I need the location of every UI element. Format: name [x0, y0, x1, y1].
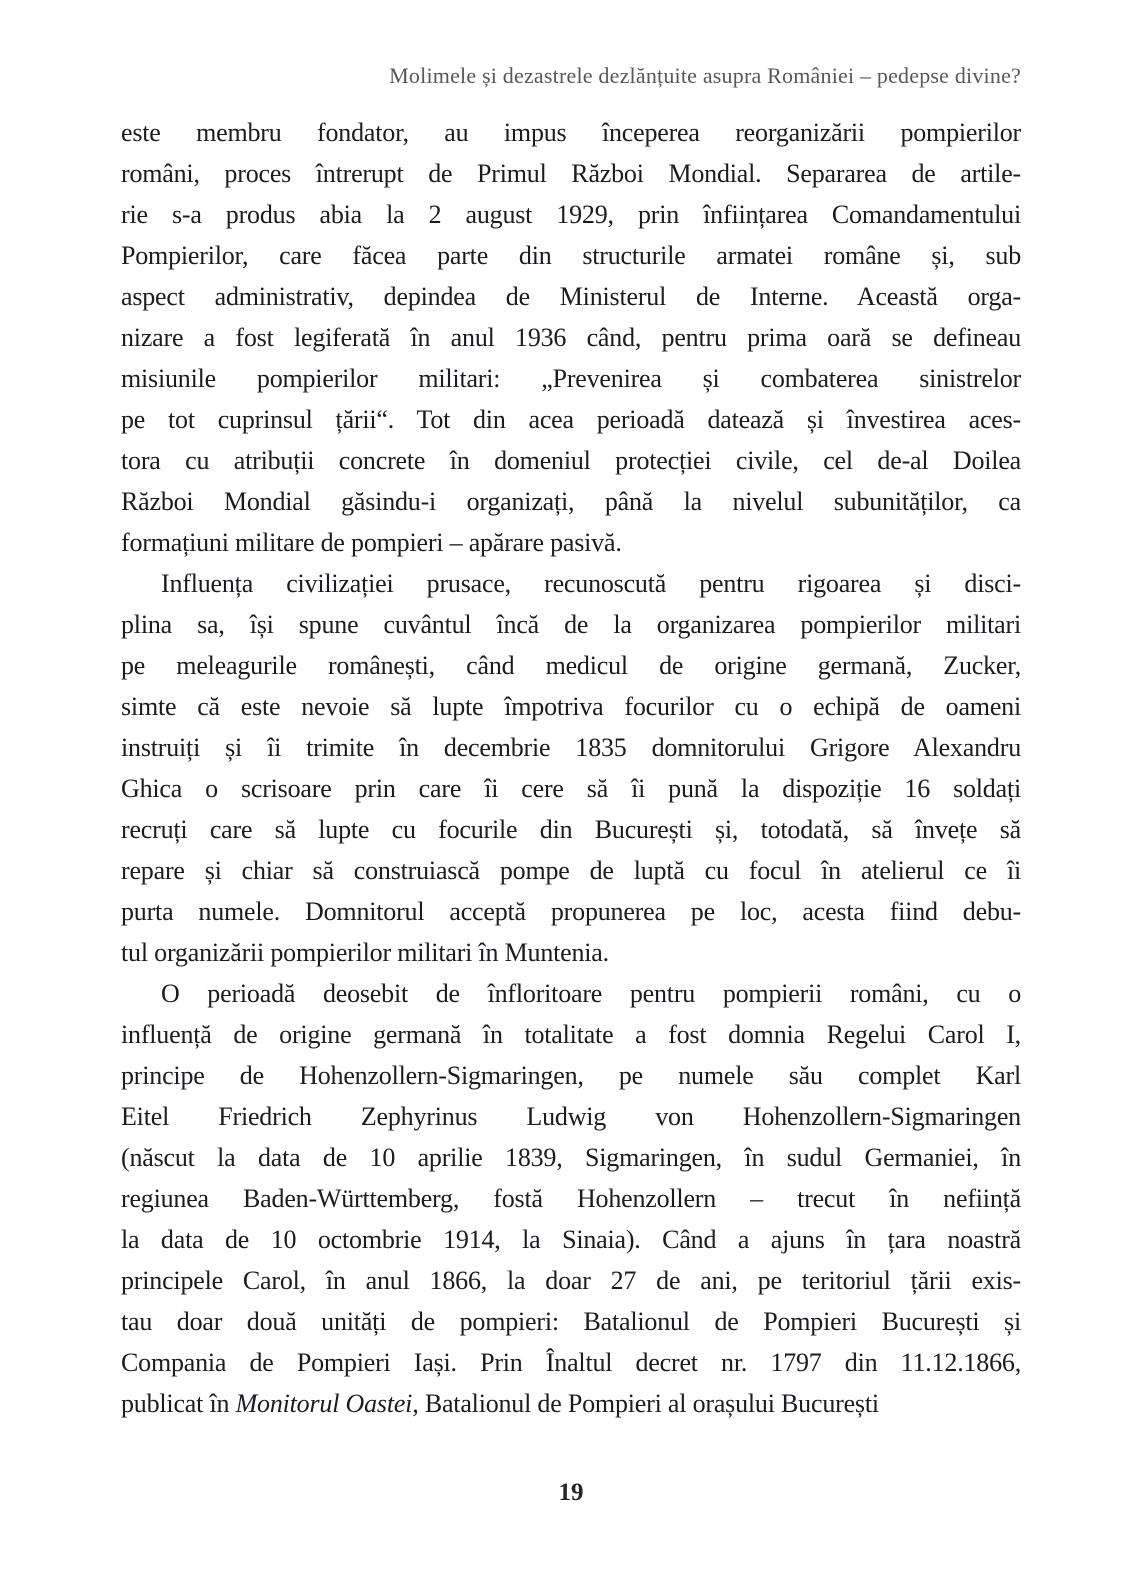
text-segment: tau doar două unități de pompieri: Batalionul de Pompieri București și: [121, 1307, 1021, 1336]
text-line: [121, 809, 1021, 850]
text-line: [121, 973, 1021, 1014]
body-text: [121, 112, 1021, 1424]
text-segment: Ghica o scrisoare prin care îi cere să îi pună la dispoziție 16 soldați: [121, 774, 1021, 803]
text-segment: plina sa, își spune cuvântul încă de la organizarea pompierilor militari: [121, 610, 1021, 639]
text-line: [121, 481, 1021, 522]
text-line: [121, 604, 1021, 645]
text-segment: Influența civilizației prusace, recunoscută pentru rigoarea și disci-: [161, 569, 1021, 598]
text-segment: publicat în: [121, 1389, 236, 1418]
text-segment: nizare a fost legiferată în anul 1936 când, pentru prima oară se defineau: [121, 323, 1021, 352]
text-line: [121, 563, 1021, 604]
text-line: [121, 686, 1021, 727]
text-segment: , Batalionul de Pompieri al orașului București: [412, 1389, 879, 1418]
text-segment: români, proces întrerupt de Primul Război Mondial. Separarea de artile-: [121, 159, 1021, 188]
text-line: [121, 399, 1021, 440]
text-line: [121, 317, 1021, 358]
text-segment: regiunea Baden-Württemberg, fostă Hohenzollern – trecut în neființă: [121, 1184, 1021, 1213]
text-segment: Pompierilor, care făcea parte din structurile armatei române și, sub: [121, 241, 1021, 270]
text-line: [121, 768, 1021, 809]
text-line: [121, 1014, 1021, 1055]
text-line: [121, 1301, 1021, 1342]
text-line: [121, 194, 1021, 235]
text-line: [121, 850, 1021, 891]
text-segment: principele Carol, în anul 1866, la doar 27 de ani, pe teritoriul țării exis-: [121, 1266, 1021, 1295]
paragraph: [121, 112, 1021, 563]
text-segment: Război Mondial găsindu-i organizați, până la nivelul subunităților, ca: [121, 487, 1021, 516]
running-header: Molimele și dezastrele dezlănțuite asupra României – pedepse divine?: [389, 63, 1021, 88]
text-segment: tora cu atribuții concrete în domeniul protecției civile, cel de-al Doilea: [121, 446, 1021, 475]
text-segment: Eitel Friedrich Zephyrinus Ludwig von Hohenzollern-Sigmaringen: [121, 1102, 1021, 1131]
text-segment: aspect administrativ, depindea de Ministerul de Interne. Această orga-: [121, 282, 1021, 311]
text-line: [121, 358, 1021, 399]
text-line: [121, 645, 1021, 686]
text-line: [121, 1055, 1021, 1096]
paragraph: [121, 973, 1021, 1424]
text-line: [121, 276, 1021, 317]
text-line: [121, 727, 1021, 768]
text-line: [121, 932, 1021, 973]
text-segment: formațiuni militare de pompieri – apărare pasivă.: [121, 528, 622, 557]
text-line: [121, 1219, 1021, 1260]
italic-text-segment: Monitorul Oastei: [235, 1389, 413, 1418]
text-segment: influență de origine germană în totalitate a fost domnia Regelui Carol I,: [121, 1020, 1021, 1049]
text-segment: simte că este nevoie să lupte împotriva focurilor cu o echipă de oameni: [121, 692, 1021, 721]
text-line: [121, 1383, 1021, 1424]
text-segment: pe meleagurile românești, când medicul de origine germană, Zucker,: [121, 651, 1021, 680]
text-line: [121, 522, 1021, 563]
text-line: [121, 1137, 1021, 1178]
text-line: [121, 891, 1021, 932]
text-segment: pe tot cuprinsul țării“. Tot din acea perioadă datează și învestirea aces-: [121, 405, 1021, 434]
text-segment: purta numele. Domnitorul acceptă propunerea pe loc, acesta fiind debu-: [121, 897, 1021, 926]
page-number: 19: [558, 1479, 584, 1506]
text-segment: repare și chiar să construiască pompe de luptă cu focul în atelierul ce îi: [121, 856, 1021, 885]
text-segment: la data de 10 octombrie 1914, la Sinaia). Când a ajuns în țara noastră: [121, 1225, 1021, 1254]
text-line: [121, 440, 1021, 481]
text-line: [121, 1096, 1021, 1137]
text-line: [121, 1178, 1021, 1219]
text-line: [121, 153, 1021, 194]
text-segment: (născut la data de 10 aprilie 1839, Sigmaringen, în sudul Germaniei, în: [121, 1143, 1021, 1172]
text-segment: Compania de Pompieri Iași. Prin Înaltul decret nr. 1797 din 11.12.1866,: [121, 1348, 1021, 1377]
paragraph: [121, 563, 1021, 973]
text-line: [121, 1342, 1021, 1383]
text-segment: misiunile pompierilor militari: „Prevenirea și combaterea sinistrelor: [121, 364, 1021, 393]
text-segment: rie s-a produs abia la 2 august 1929, prin înființarea Comandamentului: [121, 200, 1021, 229]
text-line: [121, 235, 1021, 276]
text-segment: tul organizării pompierilor militari în Muntenia.: [121, 938, 609, 967]
text-segment: principe de Hohenzollern-Sigmaringen, pe numele său complet Karl: [121, 1061, 1021, 1090]
text-segment: instruiți și îi trimite în decembrie 1835 domnitorului Grigore Alexandru: [121, 733, 1021, 762]
text-segment: este membru fondator, au impus începerea reorganizării pompierilor: [121, 118, 1021, 147]
text-segment: recruți care să lupte cu focurile din București și, totodată, să învețe să: [121, 815, 1021, 844]
text-line: [121, 112, 1021, 153]
text-segment: O perioadă deosebit de înfloritoare pentru pompierii români, cu o: [161, 979, 1021, 1008]
text-line: [121, 1260, 1021, 1301]
